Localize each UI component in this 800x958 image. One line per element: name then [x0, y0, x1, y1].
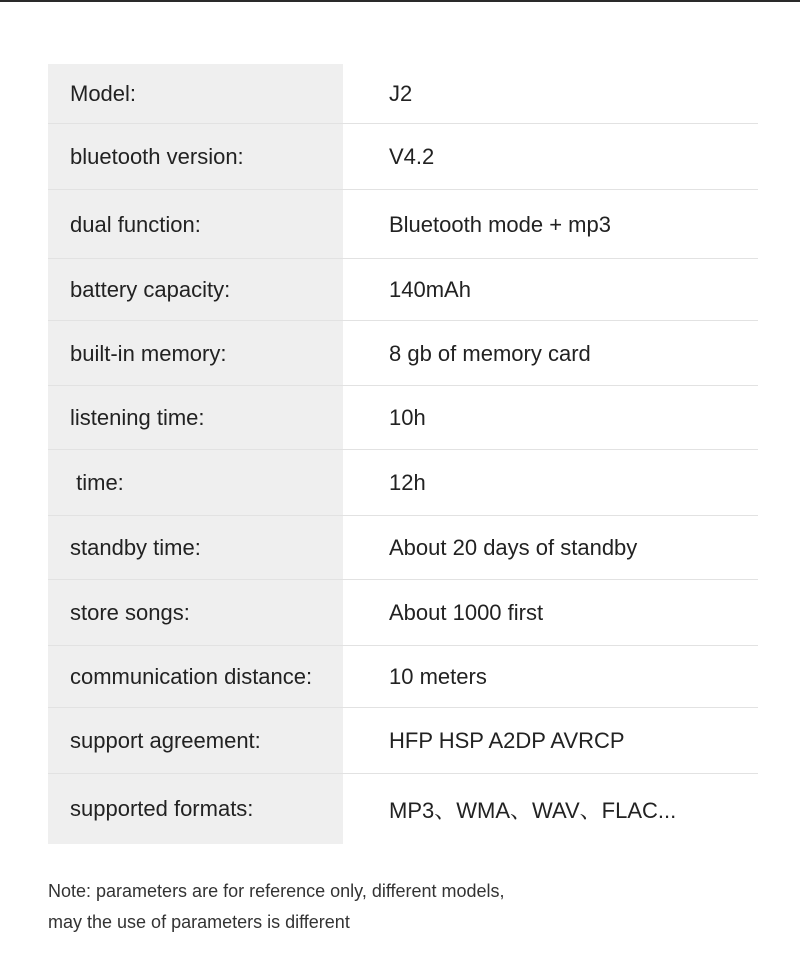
spec-value: J2 [389, 81, 413, 106]
top-divider [0, 0, 800, 2]
spec-row-dual-function [48, 190, 758, 259]
spec-label: built-in memory: [48, 321, 343, 386]
spec-row-built-in-memory [48, 321, 758, 386]
spec-value: HFP HSP A2DP AVRCP [389, 728, 625, 753]
spec-label: dual function: [48, 190, 343, 259]
spec-row-listening-time [48, 386, 758, 450]
spec-value: About 1000 first [389, 600, 544, 625]
spec-label: communication distance: [48, 646, 343, 708]
spec-label: supported formats: [48, 774, 343, 844]
spec-label: Model: [48, 64, 343, 124]
spec-label: bluetooth version: [48, 124, 343, 190]
spec-value: Bluetooth mode + mp3 [389, 211, 611, 237]
spec-row-support-agreement [48, 708, 758, 774]
spec-row-time [48, 450, 758, 516]
spec-label: standby time: [48, 516, 343, 580]
spec-value: 10h [389, 405, 426, 430]
spec-value: About 20 days of standby [389, 535, 638, 560]
note-line: Note: parameters are for reference only, different models, [48, 881, 505, 901]
spec-value: 10 meters [389, 664, 487, 689]
spec-value: V4.2 [389, 144, 435, 169]
spec-row-communication-distance [48, 646, 758, 708]
spec-value: 8 gb of memory card [389, 340, 591, 366]
spec-label: battery capacity: [48, 259, 343, 321]
spec-value: 140mAh [389, 277, 471, 302]
note-line: may the use of parameters is different [48, 912, 350, 932]
spec-row-battery-capacity [48, 259, 758, 321]
spec-label: listening time: [48, 386, 343, 450]
spec-label: store songs: [48, 580, 343, 646]
spec-row-bluetooth-version [48, 124, 758, 190]
spec-row-model [48, 64, 758, 124]
spec-value: 12h [389, 470, 426, 495]
spec-row-supported-formats [48, 774, 758, 844]
spec-value: MP3、WMA、WAV、FLAC... [389, 797, 677, 823]
spec-label: support agreement: [48, 708, 343, 774]
spec-row-store-songs [48, 580, 758, 646]
spec-label: time: [48, 450, 343, 516]
disclaimer-note [48, 876, 748, 938]
spec-table [48, 64, 758, 844]
spec-row-standby-time [48, 516, 758, 580]
